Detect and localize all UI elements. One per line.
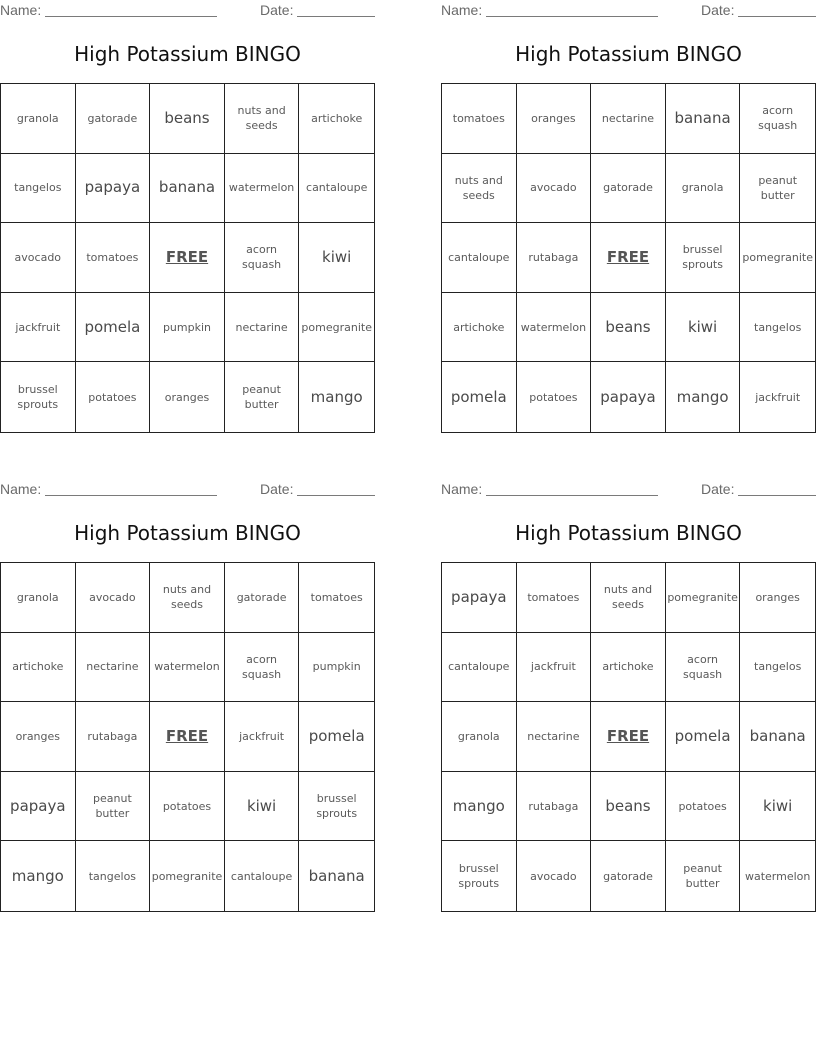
name-line[interactable] xyxy=(486,495,658,496)
bingo-cell[interactable]: pomegranite xyxy=(299,293,374,363)
bingo-cell[interactable]: nuts and seeds xyxy=(591,563,666,633)
bingo-cell[interactable]: avocado xyxy=(76,563,151,633)
bingo-cell[interactable]: tomatoes xyxy=(442,84,517,154)
bingo-cell[interactable]: tomatoes xyxy=(76,223,151,293)
date-line[interactable] xyxy=(738,495,816,496)
bingo-cell[interactable]: gatorade xyxy=(591,154,666,224)
bingo-cell[interactable]: avocado xyxy=(517,841,592,911)
bingo-cell[interactable]: peanut butter xyxy=(666,841,741,911)
bingo-cell[interactable]: brussel sprouts xyxy=(442,841,517,911)
bingo-cell[interactable]: artichoke xyxy=(1,633,76,703)
bingo-cell[interactable]: jackfruit xyxy=(755,390,801,404)
bingo-cell[interactable]: gatorade xyxy=(76,84,151,154)
date-label: Date: xyxy=(701,481,735,497)
bingo-cell[interactable]: jackfruit xyxy=(517,633,592,703)
bingo-cell[interactable]: potatoes xyxy=(150,772,225,842)
bingo-cell[interactable]: tangelos xyxy=(76,841,151,911)
bingo-cell[interactable]: pumpkin xyxy=(299,633,374,703)
bingo-grid xyxy=(0,83,375,433)
bingo-card-4 xyxy=(441,479,816,914)
bingo-cell[interactable]: brussel sprouts xyxy=(1,362,76,432)
bingo-cell[interactable]: avocado xyxy=(1,223,76,293)
bingo-cell[interactable]: nectarine xyxy=(517,702,592,772)
bingo-cell[interactable]: cantaloupe xyxy=(299,154,374,224)
bingo-cell[interactable]: watermelon xyxy=(744,869,811,883)
card-header xyxy=(0,0,375,20)
bingo-cell[interactable]: acorn squash xyxy=(225,223,300,293)
bingo-cell[interactable]: nuts and seeds xyxy=(150,563,225,633)
bingo-cell[interactable]: pomegranite xyxy=(150,841,225,911)
bingo-cell[interactable]: kiwi xyxy=(740,772,815,842)
bingo-card-3 xyxy=(0,479,375,914)
bingo-cell[interactable]: papaya xyxy=(442,563,517,633)
card-title: High Potassium BINGO xyxy=(74,42,301,66)
bingo-cell[interactable]: mango xyxy=(666,362,741,432)
bingo-cell[interactable]: oranges xyxy=(740,563,815,633)
bingo-cell[interactable]: brussel sprouts xyxy=(666,223,741,293)
date-line[interactable] xyxy=(738,16,816,17)
bingo-cell[interactable]: cantaloupe xyxy=(442,223,517,293)
card-header xyxy=(441,0,816,20)
bingo-cell[interactable]: banana xyxy=(740,702,815,772)
bingo-cell[interactable]: acorn squash xyxy=(666,633,741,703)
bingo-cell[interactable]: pomela xyxy=(666,702,741,772)
bingo-cell[interactable]: mango xyxy=(442,772,517,842)
name-line[interactable] xyxy=(45,16,217,17)
bingo-cell[interactable]: oranges xyxy=(1,702,76,772)
bingo-cell[interactable]: tangelos xyxy=(740,633,815,703)
bingo-cell[interactable]: tomatoes xyxy=(517,563,592,633)
bingo-cell[interactable]: papaya xyxy=(591,362,666,432)
bingo-cell[interactable]: rutabaga xyxy=(76,702,151,772)
bingo-cell[interactable]: banana xyxy=(150,154,225,224)
bingo-cell[interactable]: mango xyxy=(310,387,363,406)
bingo-cell[interactable]: pumpkin xyxy=(150,293,225,363)
bingo-cell[interactable]: pomela xyxy=(442,362,517,432)
bingo-cell[interactable]: kiwi xyxy=(225,772,300,842)
name-line[interactable] xyxy=(486,16,658,17)
date-line[interactable] xyxy=(297,495,375,496)
bingo-card-1 xyxy=(0,0,375,435)
bingo-cell[interactable]: avocado xyxy=(517,154,592,224)
bingo-grid xyxy=(0,562,375,912)
date-label: Date: xyxy=(260,481,294,497)
bingo-cell[interactable]: nectarine xyxy=(225,293,300,363)
bingo-cell[interactable]: gatorade xyxy=(591,841,666,911)
bingo-cell[interactable]: cantaloupe xyxy=(442,633,517,703)
bingo-cell[interactable]: acorn squash xyxy=(740,84,815,154)
card-header xyxy=(441,479,816,499)
bingo-cell[interactable]: nuts and seeds xyxy=(442,154,517,224)
free-space[interactable]: FREE xyxy=(591,702,666,772)
bingo-cell[interactable]: mango xyxy=(1,841,76,911)
bingo-cell[interactable]: papaya xyxy=(1,772,76,842)
bingo-cell[interactable]: nectarine xyxy=(591,84,666,154)
free-space[interactable]: FREE xyxy=(150,223,225,293)
bingo-cell[interactable]: papaya xyxy=(76,154,151,224)
card-title: High Potassium BINGO xyxy=(74,521,301,545)
bingo-cell[interactable]: tangelos xyxy=(740,293,815,363)
bingo-cell[interactable]: artichoke xyxy=(299,84,374,154)
bingo-cell[interactable]: cantaloupe xyxy=(225,841,300,911)
bingo-cell[interactable]: potatoes xyxy=(76,362,151,432)
bingo-cell[interactable]: beans xyxy=(150,84,225,154)
bingo-cell[interactable]: granola xyxy=(1,84,76,154)
bingo-cell[interactable]: banana xyxy=(308,866,365,885)
bingo-cell[interactable]: rutabaga xyxy=(517,772,592,842)
bingo-cell[interactable]: watermelon xyxy=(150,633,225,703)
card-title: High Potassium BINGO xyxy=(515,521,742,545)
bingo-cell[interactable]: pomegranite xyxy=(666,563,741,633)
bingo-cell[interactable]: peanut butter xyxy=(740,154,815,224)
bingo-cell[interactable]: pomela xyxy=(76,293,151,363)
bingo-cell[interactable]: kiwi xyxy=(666,293,741,363)
bingo-cell[interactable]: pomegranite xyxy=(740,223,815,293)
name-label: Name: xyxy=(0,481,42,497)
name-label: Name: xyxy=(441,2,483,18)
free-space[interactable]: FREE xyxy=(591,223,666,293)
bingo-cell[interactable]: banana xyxy=(666,84,741,154)
card-title: High Potassium BINGO xyxy=(515,42,742,66)
bingo-cell[interactable]: granola xyxy=(1,563,76,633)
bingo-cell[interactable]: rutabaga xyxy=(517,223,592,293)
bingo-cell[interactable]: nectarine xyxy=(76,633,151,703)
date-label: Date: xyxy=(260,2,294,18)
free-space[interactable]: FREE xyxy=(150,702,225,772)
bingo-cell[interactable]: artichoke xyxy=(591,633,666,703)
bingo-cell[interactable]: tomatoes xyxy=(299,563,374,633)
bingo-cell[interactable]: acorn squash xyxy=(225,633,300,703)
date-line[interactable] xyxy=(297,16,375,17)
name-line[interactable] xyxy=(45,495,217,496)
bingo-cell[interactable]: beans xyxy=(591,293,666,363)
bingo-cell[interactable]: brussel sprouts xyxy=(299,772,374,842)
bingo-cell[interactable]: peanut butter xyxy=(225,362,300,432)
bingo-cell[interactable]: peanut butter xyxy=(76,772,151,842)
bingo-cell[interactable]: potatoes xyxy=(666,772,741,842)
bingo-cell[interactable]: beans xyxy=(591,772,666,842)
bingo-cell[interactable]: watermelon xyxy=(225,154,300,224)
bingo-card-2 xyxy=(441,0,816,435)
bingo-cell[interactable]: artichoke xyxy=(442,293,517,363)
card-header xyxy=(0,479,375,499)
bingo-cell[interactable]: potatoes xyxy=(517,362,592,432)
bingo-cell[interactable]: gatorade xyxy=(225,563,300,633)
name-label: Name: xyxy=(0,2,42,18)
bingo-cell[interactable]: jackfruit xyxy=(225,702,300,772)
date-label: Date: xyxy=(701,2,735,18)
bingo-cell[interactable]: kiwi xyxy=(299,223,374,293)
bingo-grid xyxy=(441,562,816,912)
bingo-cell[interactable]: jackfruit xyxy=(1,293,76,363)
bingo-cell[interactable]: watermelon xyxy=(517,293,592,363)
bingo-cell[interactable]: granola xyxy=(442,702,517,772)
bingo-cell[interactable]: pomela xyxy=(299,702,374,772)
name-label: Name: xyxy=(441,481,483,497)
bingo-cell[interactable]: nuts and seeds xyxy=(225,84,300,154)
bingo-cell[interactable]: oranges xyxy=(517,84,592,154)
bingo-cell[interactable]: oranges xyxy=(150,362,225,432)
bingo-cell[interactable]: granola xyxy=(666,154,741,224)
bingo-grid xyxy=(441,83,816,433)
bingo-cell[interactable]: tangelos xyxy=(1,154,76,224)
